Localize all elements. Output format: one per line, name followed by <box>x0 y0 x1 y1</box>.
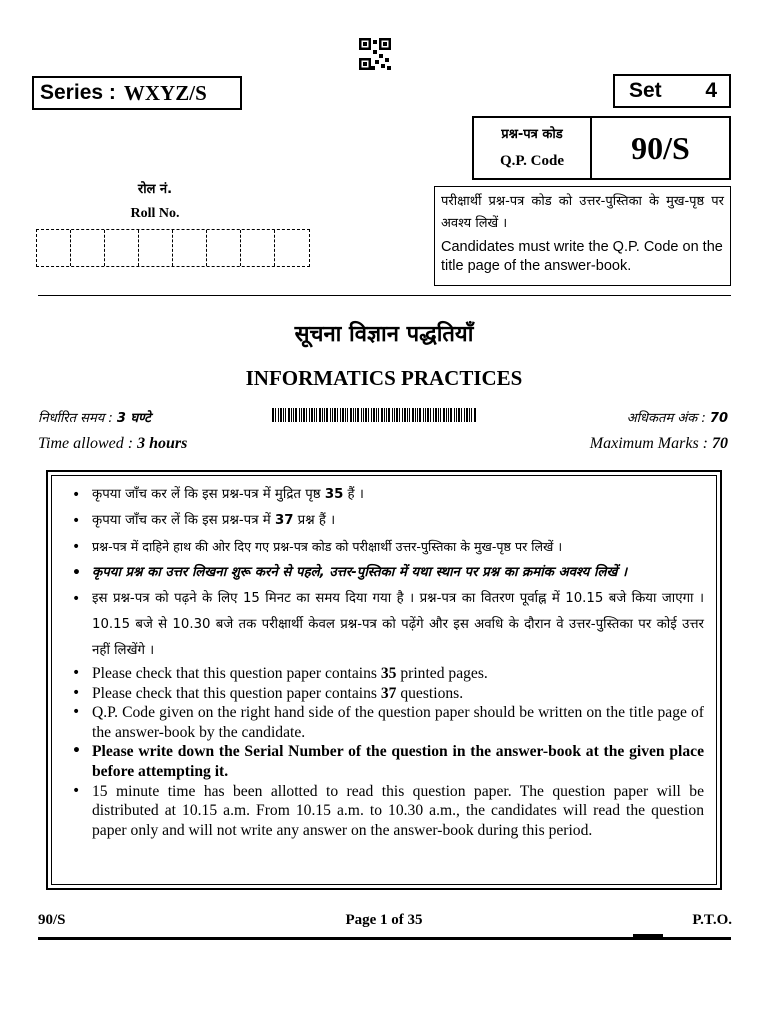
note-hindi: परीक्षार्थी प्रश्न-पत्र कोड को उत्तर-पुस्तिका के मुख-पृष्ठ पर अवश्य लिखें । <box>441 194 724 231</box>
roll-digit-box[interactable] <box>71 230 105 266</box>
set-value: 4 <box>705 79 717 102</box>
roll-digit-box[interactable] <box>275 230 309 266</box>
roll-number-boxes[interactable] <box>36 229 310 267</box>
marks-en-value: 70 <box>712 435 728 452</box>
instructions-box <box>46 470 722 890</box>
set-box <box>613 74 731 108</box>
qp-label-english: Q.P. Code <box>499 153 565 169</box>
instruction-item: • इस प्रश्न-पत्र को पढ़ने के लिए 15 मिनट का समय दिया गया है । प्रश्न-पत्र का वितरण पूर्वाह्न में 10.15 बजे किया जाएगा । 10.15 बजे से 10.30 बजे तक परीक्षार्थी केवल प्रश्न-पत्र को पढ़ेंगे और इस अवधि के दौरान वे उत्तर-पुस्तिका पर कोई उत्तर नहीं लिखेंगे । <box>68 586 704 664</box>
roll-digit-box[interactable] <box>207 230 241 266</box>
time-allowed-hindi <box>38 408 151 426</box>
roll-number-label <box>100 178 210 226</box>
subject-title-english: INFORMATICS PRACTICES <box>245 366 523 390</box>
time-allowed-english <box>38 435 187 453</box>
instruction-item: • कृपया प्रश्न का उत्तर लिखना शुरू करने से पहले, उत्तर-पुस्तिका में यथा स्थान पर प्रश्न का क्रमांक अवश्य लिखें । <box>68 560 704 586</box>
max-marks-hindi <box>627 408 728 426</box>
roll-label-hindi: रोल नं. <box>137 182 173 197</box>
divider <box>38 295 731 296</box>
series-value: WXYZ/S <box>123 80 207 105</box>
instructions-hindi <box>68 482 704 664</box>
page-number: Page 1 of 35 <box>345 912 423 928</box>
time-hi-label: निर्धारित समय : <box>38 411 117 426</box>
marks-en-label: Maximum Marks : <box>589 435 712 452</box>
roll-digit-box[interactable] <box>37 230 71 266</box>
marks-hi-label: अधिकतम अंक : <box>626 411 710 426</box>
subject-title-hindi: सूचना विज्ञान पद्धतियाँ <box>294 322 474 347</box>
max-marks-english <box>590 435 728 453</box>
pto-label: P.T.O. <box>692 912 732 928</box>
time-hi-value: 3 घण्टे <box>116 411 151 426</box>
roll-digit-box[interactable] <box>105 230 139 266</box>
note-english: Candidates must write the Q.P. Code on the title page of the answer-book. <box>441 239 723 274</box>
roll-label-english: Roll No. <box>130 206 180 221</box>
instruction-item: • कृपया जाँच कर लें कि इस प्रश्न-पत्र में मुद्रित पृष्ठ 35 हैं । <box>68 482 704 508</box>
qp-code-value: 90/S <box>631 129 690 166</box>
series-label: Series : <box>40 81 116 104</box>
instruction-item: • Q.P. Code given on the right hand side of the question paper should be written on the title page of the answer-book by the candidate. <box>68 703 704 742</box>
marks-hi-value: 70 <box>709 411 728 426</box>
instruction-item: • 15 minute time has been allotted to read this question paper. The question paper will be distributed at 10.15 a.m. From 10.15 a.m. to 10.30 a.m., the candidates will read the question paper only and will not write any answer on the answer-book during this period. <box>68 782 704 841</box>
instruction-item: • Please check that this question paper contains 35 printed pages. <box>68 664 704 684</box>
time-en-label: Time allowed : <box>38 435 138 452</box>
bottom-divider <box>38 937 731 940</box>
qp-code-note <box>434 186 731 286</box>
time-en-value: 3 hours <box>137 435 188 452</box>
instruction-item: • प्रश्न-पत्र में दाहिने हाथ की ओर दिए गए प्रश्न-पत्र कोड को परीक्षार्थी उत्तर-पुस्तिका के मुख-पृष्ठ पर लिखें । <box>68 534 704 560</box>
instruction-item: • Please write down the Serial Number of the question in the answer-book at the given place before attempting it. <box>68 742 704 781</box>
instruction-item: • Please check that this question paper contains 37 questions. <box>68 684 704 704</box>
footer-qp-code: 90/S <box>38 912 66 928</box>
barcode-icon <box>272 408 478 422</box>
qr-code-icon <box>359 38 391 70</box>
set-label: Set <box>629 79 662 102</box>
series-box <box>32 76 242 110</box>
qp-code-box <box>472 116 731 180</box>
roll-digit-box[interactable] <box>173 230 207 266</box>
instruction-item: • कृपया जाँच कर लें कि इस प्रश्न-पत्र में 37 प्रश्न हैं । <box>68 508 704 534</box>
instructions-english <box>68 664 704 840</box>
roll-digit-box[interactable] <box>139 230 173 266</box>
qp-label-hindi: प्रश्न-पत्र कोड <box>501 127 563 142</box>
roll-digit-box[interactable] <box>241 230 275 266</box>
